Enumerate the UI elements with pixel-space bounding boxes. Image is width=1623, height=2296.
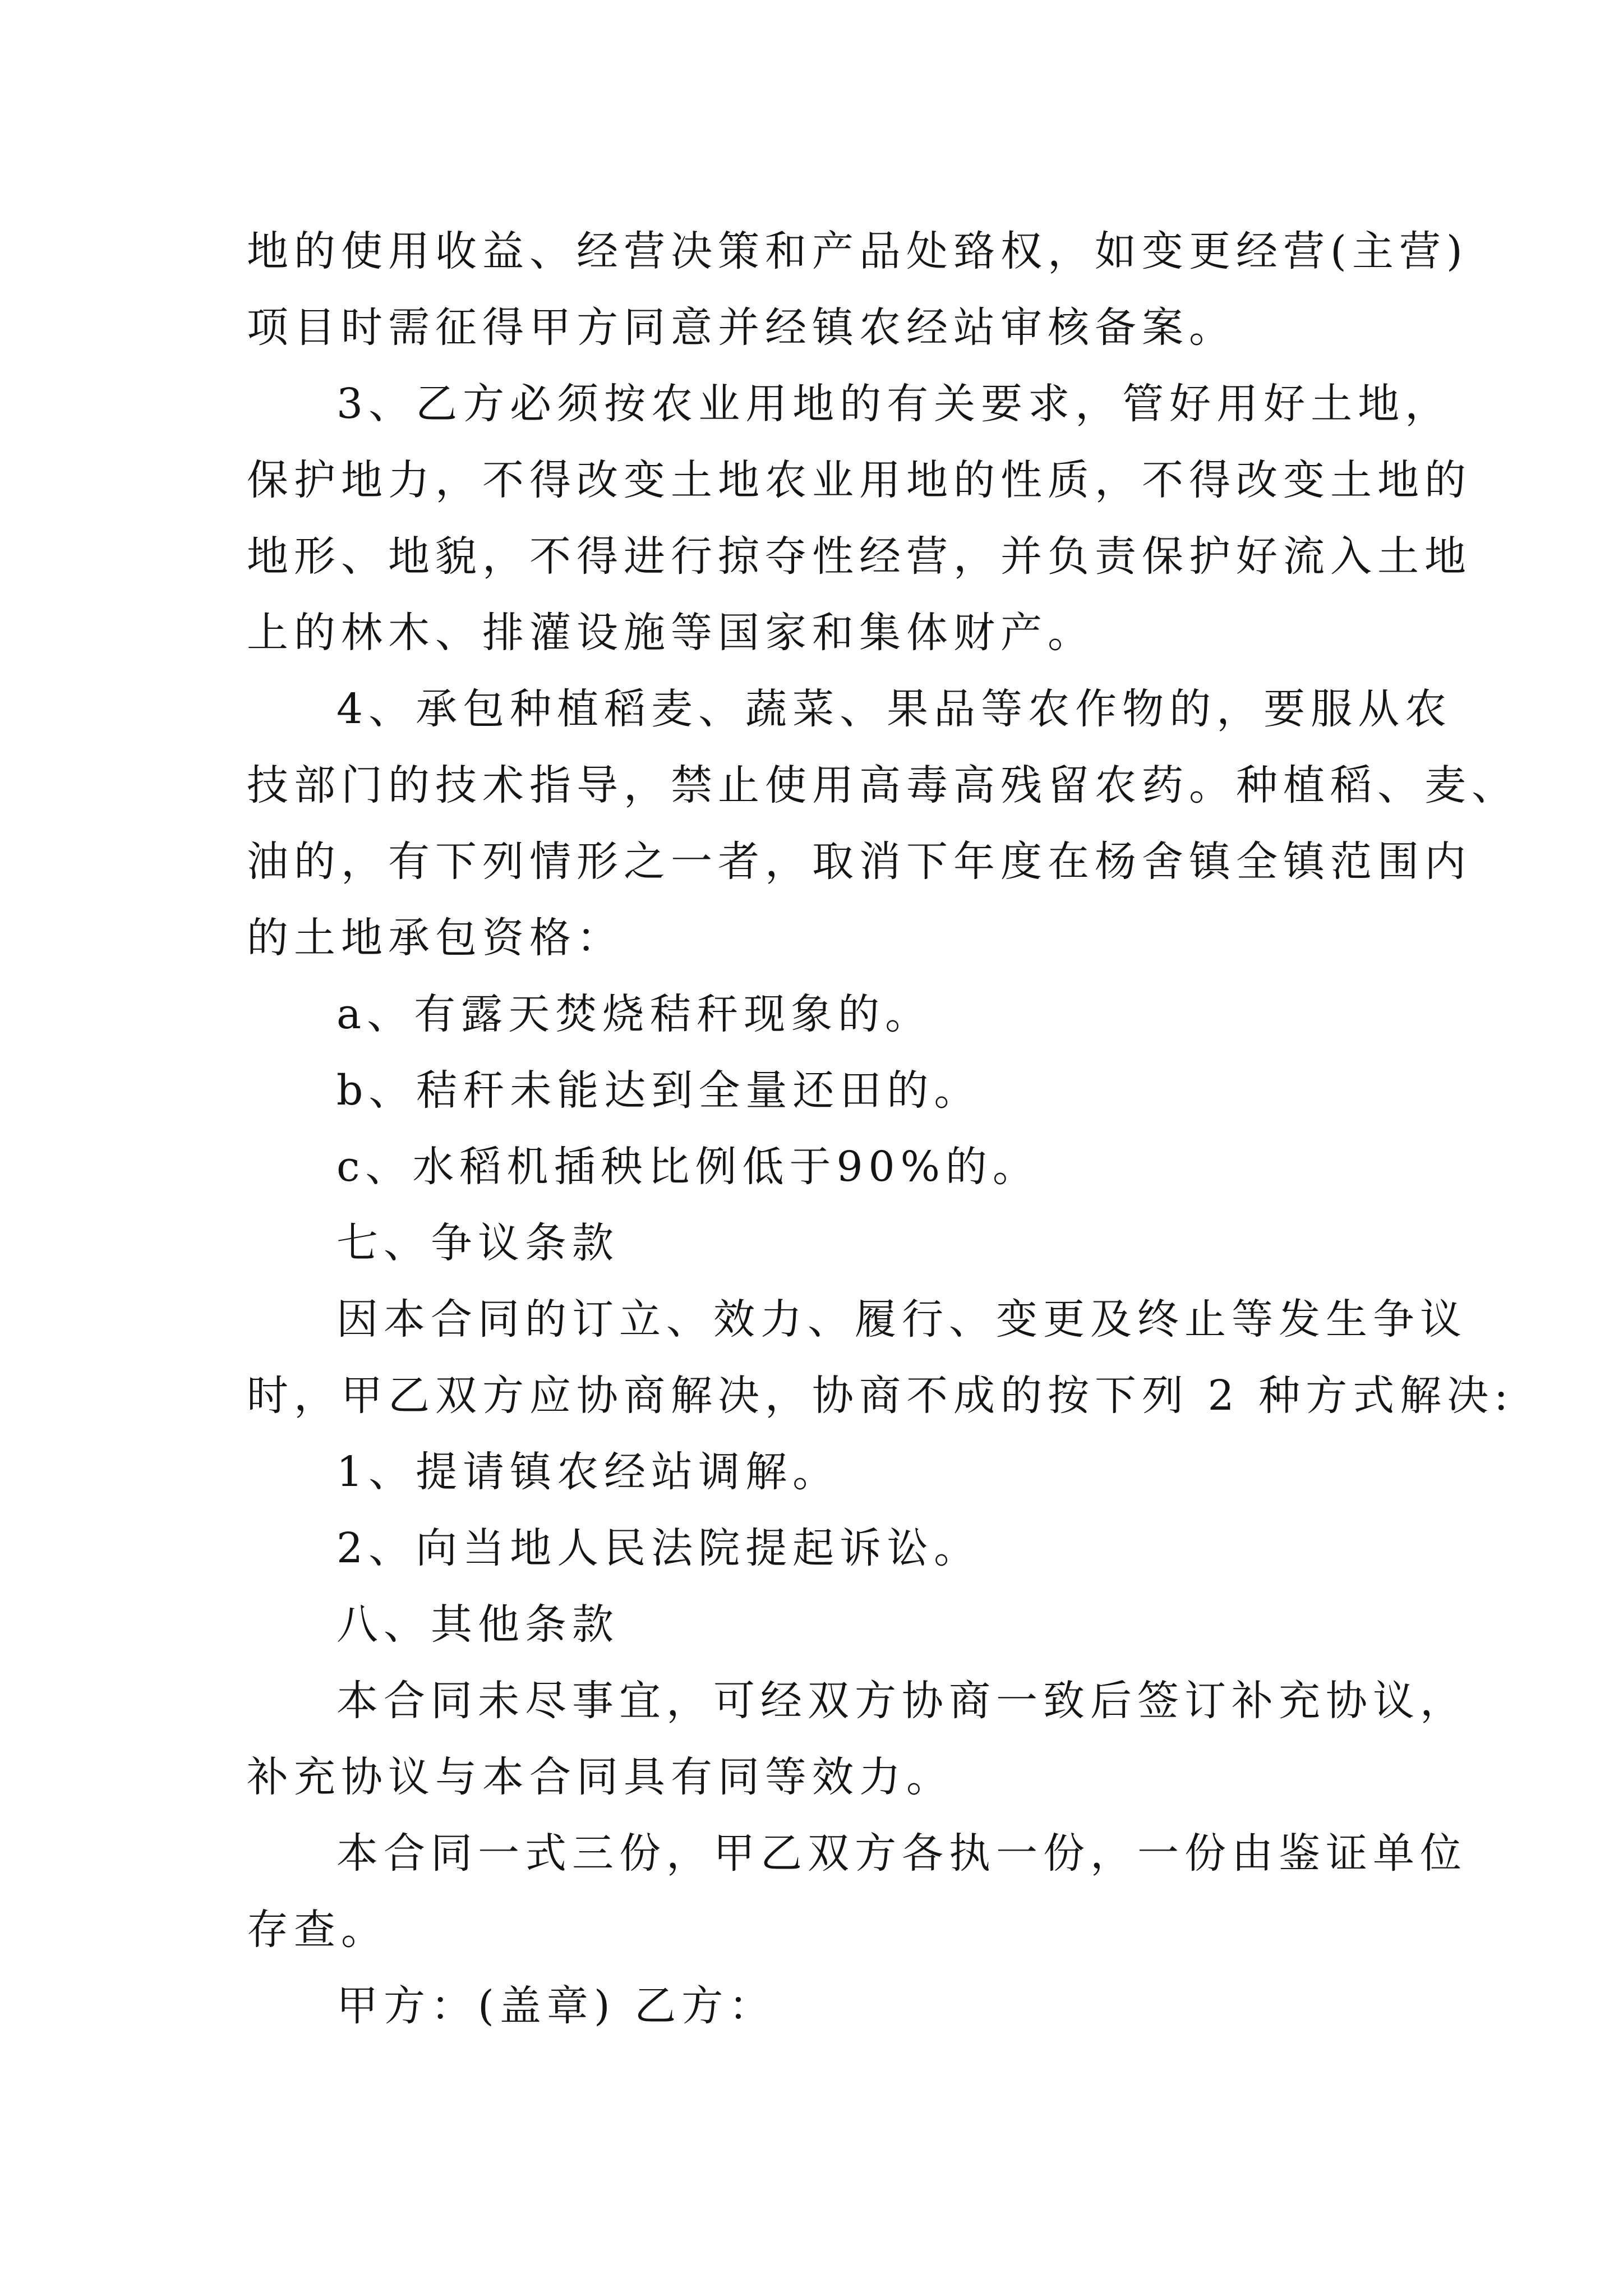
- document-body: [247, 213, 1519, 2044]
- list-item: c、水稻机插秧比例低于90%的。: [336, 1143, 1040, 1191]
- section-heading: 八、其他条款: [336, 1600, 619, 1649]
- text-line: 地的使用收益、经营决策和产品处臵权，如变更经营(主营): [247, 227, 1468, 275]
- paragraph-start: 本合同一式三份，甲乙双方各执一份，一份由鉴证单位: [336, 1829, 1467, 1878]
- list-item: 2、向当地人民法院提起诉讼。: [336, 1524, 981, 1572]
- signature-line: 甲方：(盖章) 乙方：: [336, 1982, 776, 2030]
- paragraph-start: 因本合同的订立、效力、履行、变更及终止等发生争议: [336, 1295, 1467, 1343]
- text-line: 地形、地貌，不得进行掠夺性经营，并负责保护好流入土地: [247, 532, 1472, 581]
- text-line: 上的林木、排灌设施等国家和集体财产。: [247, 609, 1095, 657]
- text-line: 油的，有下列情形之一者，取消下年度在杨舍镇全镇范围内: [247, 838, 1472, 886]
- list-item: b、秸秆未能达到全量还田的。: [336, 1066, 981, 1115]
- text-line: 技部门的技术指导，禁止使用高毒高残留农药。种植稻、麦、: [247, 761, 1519, 809]
- text-line: 时，甲乙双方应协商解决，协商不成的按下列 2 种方式解决:: [247, 1372, 1514, 1420]
- text-line: 存查。: [247, 1906, 388, 1954]
- paragraph-start: 3、乙方必须按农业用地的有关要求，管好用好土地，: [336, 380, 1453, 428]
- text-line: 项目时需征得甲方同意并经镇农经站审核备案。: [247, 303, 1236, 352]
- list-item: a、有露天焚烧秸秆现象的。: [336, 990, 933, 1038]
- text-line: 的土地承包资格：: [247, 914, 624, 962]
- text-line: 保护地力，不得改变土地农业用地的性质，不得改变土地的: [247, 456, 1472, 504]
- paragraph-start: 4、承包种植稻麦、蔬菜、果品等农作物的，要服从农: [336, 685, 1453, 733]
- list-item: 1、提请镇农经站调解。: [336, 1448, 840, 1496]
- paragraph-start: 本合同未尽事宜，可经双方协商一致后签订补充协议，: [336, 1677, 1467, 1725]
- section-heading: 七、争议条款: [336, 1219, 619, 1267]
- text-line: 补充协议与本合同具有同等效力。: [247, 1753, 953, 1801]
